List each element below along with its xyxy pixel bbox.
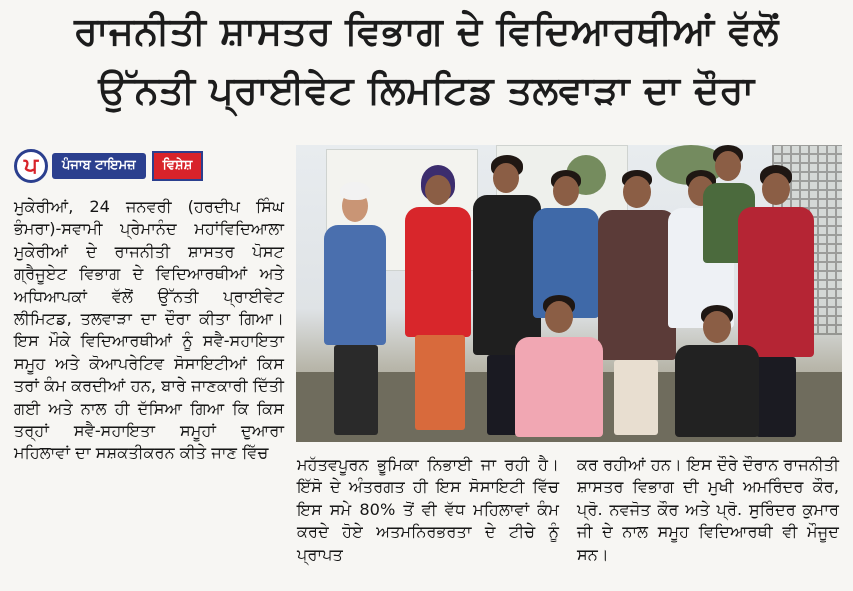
article-column-2: ਮਹੱਤਵਪੂਰਨ ਭੂਮਿਕਾ ਨਿਭਾਈ ਜਾ ਰਹੀ ਹੈ। ਇੱਸੋ ਦੇ ਅੰਤਰਗਤ ਹੀ ਇਸ ਸੋਸਾਇਟੀ ਵਿੱਚ ਇਸ ਸਮੇ 80% ਤੋਂ ਵੀ ਵੱਧ ਮਹਿਲਾਵਾਂ ਕੰਮ ਕਰਦੇ ਹੋਏ ਅਤਮਨਿਰਭਰਤਾ ਦੇ ਟੀਚੇ ਨੂੰ ਪ੍ਰਾਪਤ xyxy=(297,455,559,564)
newspaper-logo: ਪ xyxy=(14,149,48,183)
person xyxy=(596,170,676,440)
headline-line-1: ਰਾਜਨੀਤੀ ਸ਼ਾਸਤਰ ਵਿਭਾਗ ਦੇ ਵਿਦਿਆਰਥੀਆਂ ਵੱਲੋਂ xyxy=(74,9,779,53)
newspaper-name: ਪੰਜਾਬ ਟਾਇਮਜ਼ xyxy=(52,153,146,179)
person xyxy=(671,305,761,440)
section-tag xyxy=(14,149,203,183)
person xyxy=(316,180,386,440)
article-column-1: ਮੁਕੇਰੀਆਂ, 24 ਜਨਵਰੀ (ਹਰਦੀਪ ਸਿੰਘ ਭੰਮਰਾ)-ਸਵਾਮੀ ਪ੍ਰੇਮਾਨੰਦ ਮਹਾਂਵਿਦਿਆਲਾ ਮੁਕੇਰੀਆਂ ਦੇ ਰਾਜਨੀਤੀ ਸ਼ਾਸਤਰ ਪੋਸਟ ਗ੍ਰੈਜੂਏਟ ਵਿਭਾਗ ਦੇ ਵਿਦਿਆਰਥੀਆਂ ਅਤੇ ਅਧਿਆਪਕਾਂ ਵੱਲੋਂ ਉੱਨਤੀ ਪ੍ਰਾਈਵੇਟ ਲੀਮਿਟਡ, ਤਲਵਾੜਾ ਦਾ ਦੌਰਾ ਕੀਤਾ ਗਿਆ। ਇਸ ਮੌਕੇ ਵਿਦਿਆਰਥੀਆਂ ਨੂੰ ਸਵੈ-ਸਹਾਇਤਾ ਸਮੂਹ ਅਤੇ ਕੋਆਪਰੇਟਿਵ ਸੋਸਾਇਟੀਆਂ ਕਿਸ ਤਰਾਂ ਕੰਮ ਕਰਦੀਆਂ ਹਨ, ਬਾਰੇ ਜਾਣਕਾਰੀ ਦਿੱਤੀ ਗਈ ਅਤੇ ਨਾਲ ਹੀ ਦੱਸਿਆ ਗਿਆ ਕਿ ਕਿਸ ਤਰ੍ਹਾਂ ਸਵੈ-ਸਹਾਇਤਾ ਸਮੂਹਾਂ ਦੁਆਰਾ ਮਹਿਲਾਵਾਂ ਦਾ ਸਸ਼ਕਤੀਕਰਨ ਕੀਤੇ ਜਾਣ ਵਿੱਚ xyxy=(14,197,284,463)
section-label: ਵਿਸ਼ੇਸ਼ xyxy=(152,151,204,181)
article-column-3: ਕਰ ਰਹੀਆਂ ਹਨ। ਇਸ ਦੌਰੇ ਦੌਰਾਨ ਰਾਜਨੀਤੀ ਸ਼ਾਸਤਰ ਵਿਭਾਗ ਦੀ ਮੁਖੀ ਅਮਰਿੰਦਰ ਕੌਰ, ਪ੍ਰੋ. ਨਵਜੋਤ ਕੌਰ ਅਤੇ ਪ੍ਰੋ. ਸੁਰਿੰਦਰ ਕੁਮਾਰ ਜੀ ਦੇ ਨਾਲ ਸਮੂਹ ਵਿਦਿਆਰਥੀ ਵੀ ਮੌਜੂਦ ਸਨ। xyxy=(577,455,839,564)
group-photo xyxy=(296,145,842,442)
headline-line-2: ਉੱਨਤੀ ਪ੍ਰਾਈਵੇਟ ਲਿਮਟਿਡ ਤਲਵਾੜਾ ਦਾ ਦੌਰਾ xyxy=(98,68,755,112)
person xyxy=(401,165,471,440)
person xyxy=(511,295,606,440)
